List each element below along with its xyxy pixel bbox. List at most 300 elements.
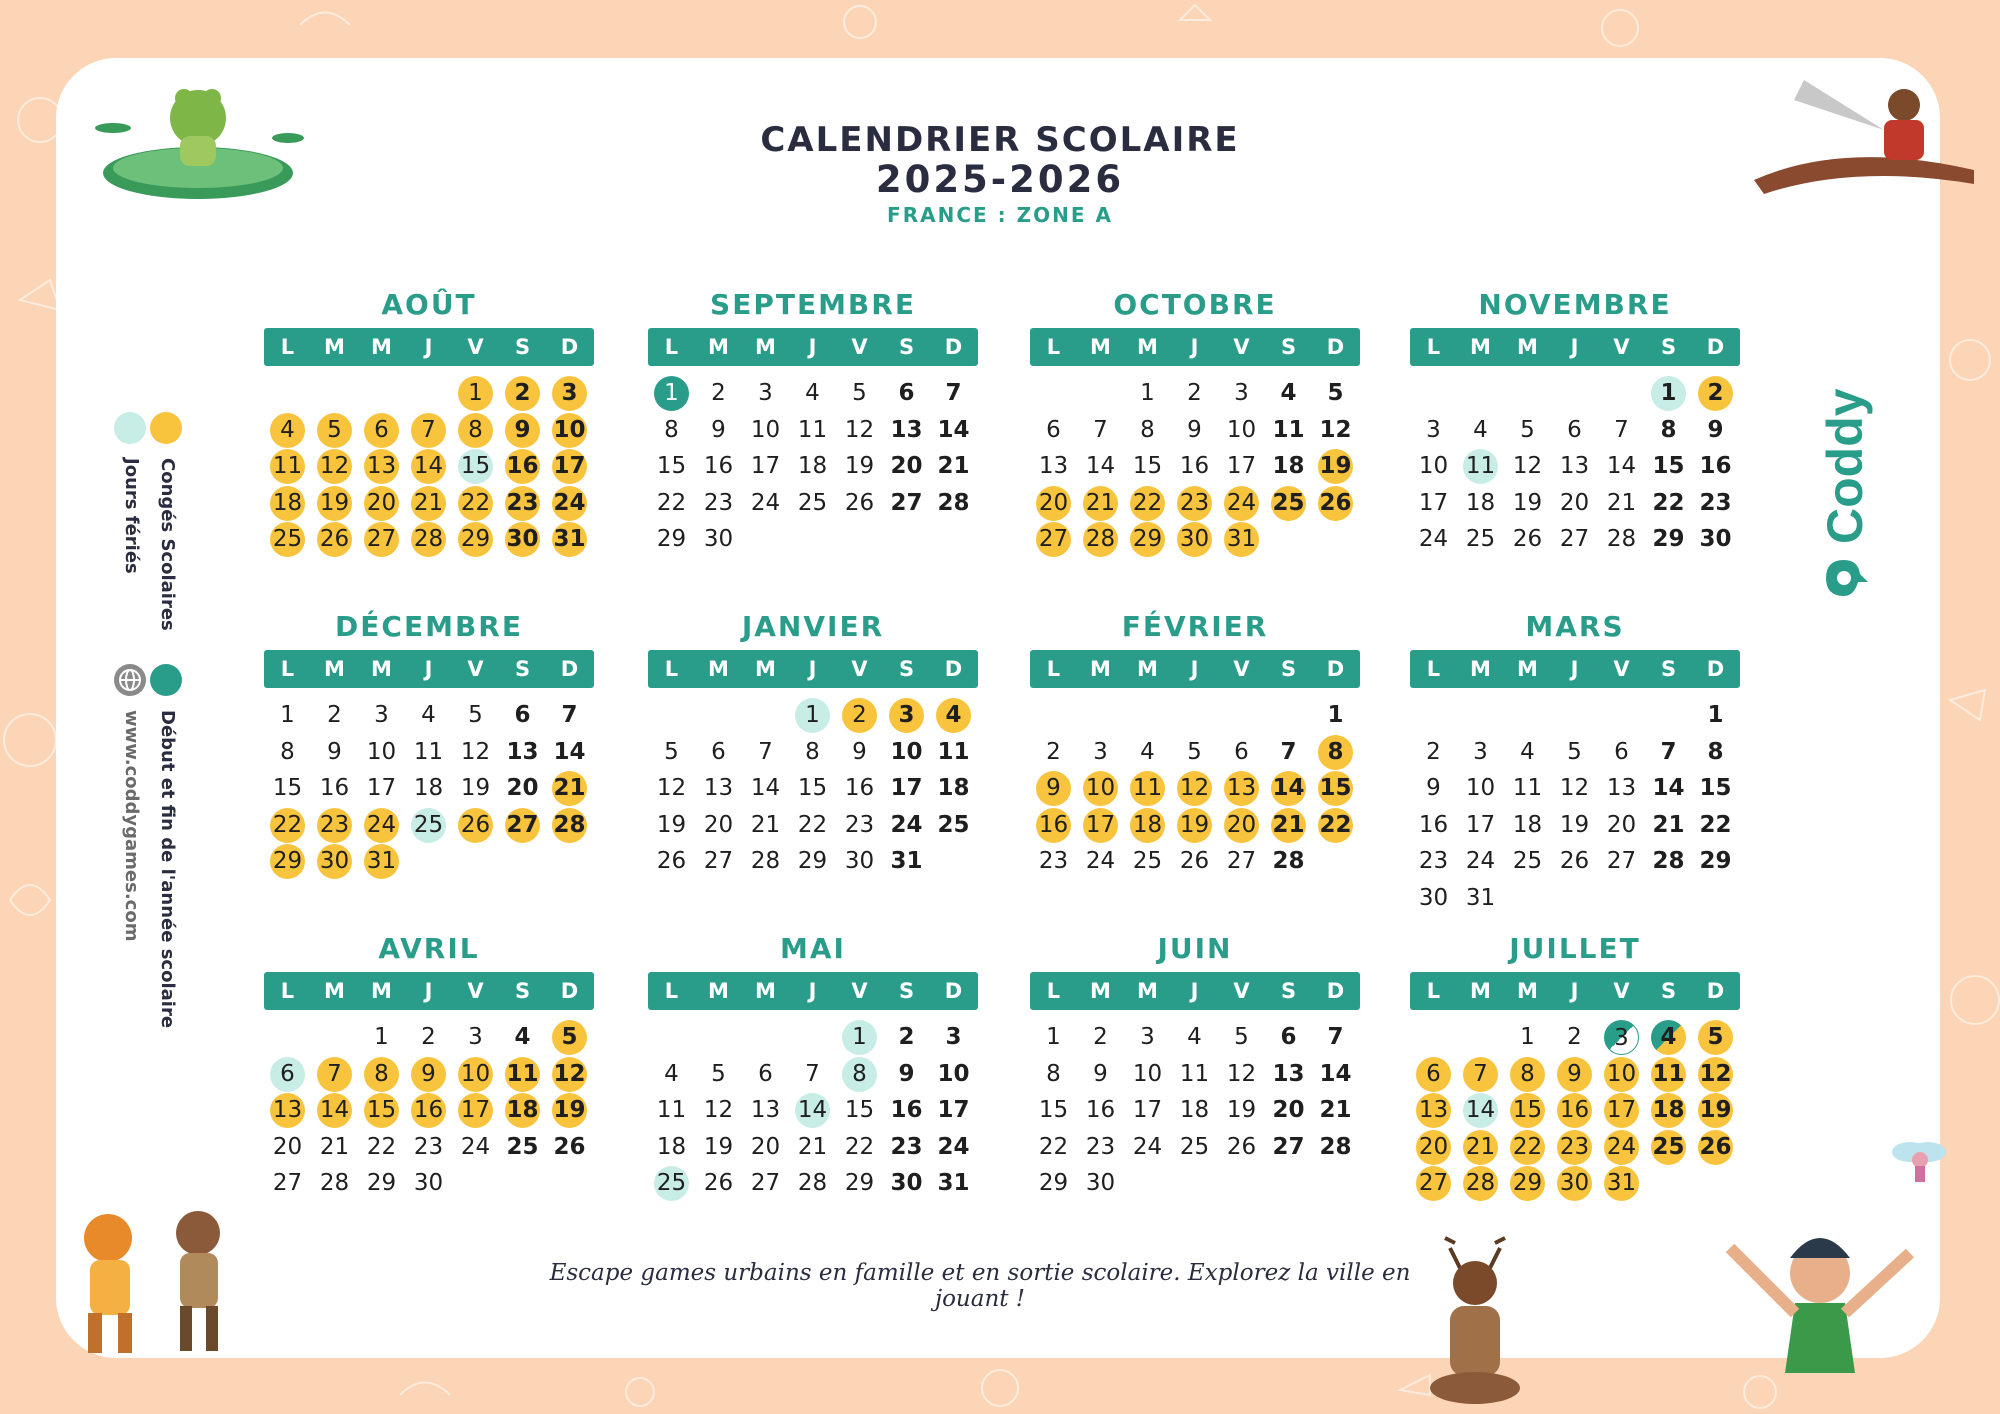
day-cell: 25 [1132,848,1163,874]
day-cell: 19 [460,775,491,801]
weekday-header [1410,972,1740,1010]
weekday-label: D [560,335,579,359]
day-cell: 29 [1510,1166,1545,1201]
weekday-label: L [1046,979,1061,1003]
day-cell: 7 [561,702,578,728]
day-cell: 1 [654,376,689,411]
weekday-label: M [1090,979,1111,1003]
weekday-label: V [467,657,484,681]
day-cell: 24 [460,1133,491,1160]
day-cell: 21 [797,1133,828,1160]
day-cell: 25 [270,522,305,557]
month-name: DÉCEMBRE [335,610,523,643]
day-cell: 29 [270,844,305,879]
day-cell: 10 [750,416,781,443]
day-cell: 7 [805,1060,820,1087]
day-cell: 5 [1567,738,1582,765]
day-cell: 25 [1179,1133,1210,1160]
day-cell: 29 [1699,848,1732,874]
weekday-label: M [324,335,345,359]
day-cell: 16 [319,775,350,801]
day-cell: 8 [1660,416,1677,443]
day-cell: 7 [758,738,773,765]
day-cell: 22 [458,486,493,521]
day-cell: 15 [1652,453,1685,479]
day-cell: 20 [750,1133,781,1160]
day-cell: 26 [703,1170,734,1196]
day-cell: 18 [1512,811,1543,838]
weekday-label: S [514,979,531,1003]
day-cell: 31 [1224,522,1259,557]
day-cell: 3 [552,376,587,411]
day-cell: 20 [364,486,399,521]
day-cell: 10 [1418,453,1449,479]
day-cell: 22 [1652,489,1685,516]
day-cell: 26 [844,489,875,516]
day-cell: 20 [1606,811,1637,838]
day-cell: 29 [797,848,828,874]
weekday-label: D [1326,657,1345,681]
day-cell: 20 [1036,486,1071,521]
day-cell: 29 [1130,522,1165,557]
day-cell: 31 [1465,884,1496,911]
day-cell: 10 [1132,1060,1163,1087]
day-cell: 19 [1559,811,1590,838]
day-cell: 20 [703,811,734,838]
day-cell: 1 [1651,376,1686,411]
day-cell: 15 [656,453,687,479]
day-cell: 11 [1179,1060,1210,1087]
day-cell: 25 [1651,1130,1686,1165]
day-cell: 5 [552,1020,587,1055]
day-cell: 27 [1416,1166,1451,1201]
day-cell: 6 [758,1060,773,1087]
day-cell: 11 [1463,449,1498,484]
day-cell: 28 [1606,526,1637,552]
day-cell: 1 [1327,702,1344,728]
day-cell: 14 [1606,453,1637,479]
day-cell: 16 [890,1097,923,1123]
day-cell: 27 [890,489,923,516]
weekday-header [264,328,594,366]
day-cell: 18 [1465,489,1496,516]
day-cell: 2 [505,376,540,411]
weekday-label: V [1613,979,1630,1003]
weekday-label: S [1280,979,1297,1003]
day-cell: 9 [711,416,726,443]
day-cell: 14 [411,449,446,484]
day-cell: 3 [468,1024,483,1050]
day-cell: 14 [1463,1093,1498,1128]
day-cell: 10 [1465,775,1496,801]
weekday-label: V [1233,657,1250,681]
weekday-label: J [1570,657,1579,681]
day-cell: 26 [458,808,493,843]
day-cell: 28 [552,808,587,843]
day-cell: 15 [272,775,303,801]
day-cell: 24 [364,808,399,843]
day-cell: 27 [364,522,399,557]
weekday-header [1030,328,1360,366]
day-cell: 23 [1557,1130,1592,1165]
weekday-label: J [424,335,433,359]
day-cell: 30 [413,1170,444,1196]
weekday-label: V [467,335,484,359]
day-cell: 5 [664,738,679,765]
day-cell: 13 [1416,1093,1451,1128]
day-cell: 14 [750,775,781,801]
day-cell: 25 [411,808,446,843]
day-cell: 9 [1426,775,1441,801]
day-cell: 15 [458,449,493,484]
day-cell: 21 [552,771,587,806]
weekday-label: M [708,657,729,681]
day-cell: 24 [552,486,587,521]
day-cell: 13 [270,1093,305,1128]
day-cell: 30 [703,526,734,552]
day-cell: 4 [936,698,971,733]
day-cell: 23 [703,489,734,516]
day-cell: 3 [1604,1020,1639,1055]
public-holiday-swatch [114,412,146,444]
day-cell: 8 [364,1057,399,1092]
weekday-label: M [324,979,345,1003]
day-cell: 28 [1272,848,1305,874]
day-cell: 12 [552,1057,587,1092]
weekday-label: D [944,657,963,681]
day-cell: 16 [1699,453,1732,479]
month-name: AVRIL [378,932,480,965]
weekday-header [648,328,978,366]
weekday-label: M [755,335,776,359]
day-cell: 25 [797,489,828,516]
day-cell: 22 [844,1133,875,1160]
day-cell: 9 [327,738,342,765]
day-cell: 23 [505,486,540,521]
day-cell: 27 [1036,522,1071,557]
weekday-label: M [371,657,392,681]
day-cell: 5 [317,413,352,448]
day-cell: 10 [458,1057,493,1092]
weekday-label: J [1190,657,1199,681]
day-cell: 13 [364,449,399,484]
day-cell: 6 [1416,1057,1451,1092]
day-cell: 17 [1132,1097,1163,1123]
day-cell: 22 [270,808,305,843]
weekday-label: M [1517,657,1538,681]
day-cell: 19 [317,486,352,521]
weekday-header [264,972,594,1010]
day-cell: 24 [1418,526,1449,552]
day-cell: 2 [1093,1024,1108,1050]
day-cell: 30 [1699,526,1732,552]
day-cell: 15 [1699,775,1732,801]
day-cell: 12 [1226,1060,1257,1087]
day-cell: 7 [1660,738,1677,765]
day-cell: 12 [317,449,352,484]
weekday-label: M [755,979,776,1003]
weekday-label: S [898,335,915,359]
weekday-label: J [808,335,817,359]
day-cell: 7 [1463,1057,1498,1092]
day-cell: 28 [319,1170,350,1196]
day-cell: 3 [1234,380,1249,406]
weekday-label: S [514,335,531,359]
weekday-label: M [1470,335,1491,359]
weekday-label: M [1517,979,1538,1003]
day-cell: 15 [1132,453,1163,479]
legend-school-holidays: Congés Scolaires [157,458,178,631]
month-name: MARS [1525,610,1625,643]
day-cell: 14 [553,738,586,765]
day-cell: 31 [937,1170,970,1196]
weekday-label: D [1326,979,1345,1003]
day-cell: 15 [1038,1097,1069,1123]
day-cell: 7 [317,1057,352,1092]
day-cell: 19 [703,1133,734,1160]
month-name: JUILLET [1509,932,1641,965]
day-cell: 22 [1510,1130,1545,1165]
day-cell: 31 [364,844,399,879]
day-cell: 4 [805,380,820,406]
day-cell: 19 [1226,1097,1257,1123]
day-cell: 26 [1179,848,1210,874]
month-name: AOÛT [381,288,477,321]
weekday-label: L [1426,657,1441,681]
day-cell: 6 [711,738,726,765]
day-cell: 14 [317,1093,352,1128]
day-cell: 5 [1234,1024,1249,1050]
weekday-label: J [424,979,433,1003]
month-name: JUIN [1157,932,1233,965]
day-cell: 16 [844,775,875,801]
day-cell: 9 [852,738,867,765]
day-cell: 26 [1226,1133,1257,1160]
day-cell: 7 [945,380,962,406]
day-cell: 23 [1418,848,1449,874]
weekday-label: V [851,657,868,681]
day-cell: 21 [1083,486,1118,521]
day-cell: 19 [1698,1093,1733,1128]
day-cell: 19 [656,811,687,838]
day-cell: 8 [1046,1060,1061,1087]
day-cell: 16 [1418,811,1449,838]
day-cell: 18 [1651,1093,1686,1128]
day-cell: 31 [552,522,587,557]
day-cell: 21 [1319,1097,1352,1123]
day-cell: 12 [1559,775,1590,801]
day-cell: 14 [1271,771,1306,806]
day-cell: 20 [1224,808,1259,843]
day-cell: 23 [317,808,352,843]
day-cell: 29 [844,1170,875,1196]
weekday-label: L [664,979,679,1003]
day-cell: 20 [272,1133,303,1160]
day-cell: 4 [421,702,436,728]
day-cell: 2 [421,1024,436,1050]
day-cell: 8 [664,416,679,443]
weekday-header [648,650,978,688]
brand-name: Coddy [1817,388,1873,544]
day-cell: 6 [270,1057,305,1092]
weekday-label: M [1470,979,1491,1003]
day-cell: 30 [317,844,352,879]
day-cell: 4 [1520,738,1535,765]
day-cell: 17 [1083,808,1118,843]
day-cell: 12 [1512,453,1543,479]
day-cell: 13 [1559,453,1590,479]
day-cell: 19 [1512,489,1543,516]
month-name: NOVEMBRE [1478,288,1672,321]
day-cell: 11 [270,449,305,484]
day-cell: 28 [1652,848,1685,874]
day-cell: 20 [890,453,923,479]
day-cell: 18 [1179,1097,1210,1123]
day-cell: 10 [366,738,397,765]
day-cell: 29 [1652,526,1685,552]
day-cell: 4 [664,1060,679,1087]
day-cell: 10 [1226,416,1257,443]
day-cell: 10 [1083,771,1118,806]
weekday-label: L [1046,335,1061,359]
day-cell: 22 [797,811,828,838]
day-cell: 16 [703,453,734,479]
day-cell: 23 [844,811,875,838]
weekday-label: L [664,335,679,359]
zone-label: FRANCE : ZONE A [887,203,1113,227]
day-cell: 17 [366,775,397,801]
day-cell: 9 [1187,416,1202,443]
weekday-label: V [1233,979,1250,1003]
day-cell: 13 [1272,1060,1305,1087]
day-cell: 13 [506,738,539,765]
day-cell: 23 [1038,848,1069,874]
day-cell: 27 [703,848,734,874]
day-cell: 16 [1179,453,1210,479]
day-cell: 4 [270,413,305,448]
day-cell: 25 [654,1166,689,1201]
day-cell: 2 [327,702,342,728]
fairy-mascot-icon [1880,1130,1960,1190]
weekday-label: V [851,335,868,359]
day-cell: 25 [937,811,970,838]
weekday-label: L [280,335,295,359]
weekday-label: M [708,979,729,1003]
winged-kid-mascot-icon [1734,60,1984,210]
day-cell: 11 [1272,416,1305,443]
day-cell: 11 [1651,1057,1686,1092]
day-cell: 8 [1140,416,1155,443]
day-cell: 21 [1606,489,1637,516]
day-cell: 23 [413,1133,444,1160]
weekday-label: M [1517,335,1538,359]
day-cell: 12 [1698,1057,1733,1092]
day-cell: 14 [795,1093,830,1128]
day-cell: 11 [1512,775,1543,801]
day-cell: 29 [366,1170,397,1196]
weekday-label: L [1046,657,1061,681]
day-cell: 12 [1319,416,1352,443]
day-cell: 30 [844,848,875,874]
day-cell: 17 [458,1093,493,1128]
leaf-boy-mascot-icon [1710,1228,1930,1414]
day-cell: 6 [1234,738,1249,765]
weekday-header [1030,972,1360,1010]
day-cell: 27 [750,1170,781,1196]
day-cell: 24 [1604,1130,1639,1165]
day-cell: 5 [852,380,867,406]
weekday-label: M [324,657,345,681]
day-cell: 19 [1177,808,1212,843]
weekday-label: M [1137,335,1158,359]
day-cell: 22 [1038,1133,1069,1160]
day-cell: 3 [1473,738,1488,765]
weekday-label: V [1613,335,1630,359]
day-cell: 30 [1177,522,1212,557]
day-cell: 8 [1318,735,1353,770]
weekday-header [1410,650,1740,688]
day-cell: 28 [411,522,446,557]
day-cell: 12 [460,738,491,765]
day-cell: 26 [1698,1130,1733,1165]
day-cell: 8 [805,738,820,765]
day-cell: 17 [750,453,781,479]
day-cell: 18 [1130,808,1165,843]
day-cell: 1 [1046,1024,1061,1050]
day-cell: 4 [1187,1024,1202,1050]
day-cell: 11 [656,1097,687,1123]
day-cell: 3 [1426,416,1441,443]
day-cell: 28 [750,848,781,874]
weekday-label: D [1326,335,1345,359]
day-cell: 23 [890,1133,923,1160]
day-cell: 10 [552,413,587,448]
day-cell: 2 [842,698,877,733]
day-cell: 6 [1046,416,1061,443]
day-cell: 20 [1272,1097,1305,1123]
tagline: Escape games urbains en famille et en sortie scolaire. Explorez la ville en jouant ! [549,1260,1411,1312]
day-cell: 6 [514,702,531,728]
day-cell: 9 [1707,416,1724,443]
day-cell: 9 [1093,1060,1108,1087]
fox-kids-mascot-icon [48,1198,258,1368]
day-cell: 1 [458,376,493,411]
weekday-label: S [1660,335,1677,359]
day-cell: 1 [374,1024,389,1050]
weekday-label: D [560,657,579,681]
day-cell: 30 [1085,1170,1116,1196]
day-cell: 14 [1652,775,1685,801]
day-cell: 13 [750,1097,781,1123]
day-cell: 7 [1327,1024,1344,1050]
day-cell: 9 [505,413,540,448]
website-link[interactable]: www.coddygames.com [121,710,142,942]
weekday-label: M [371,979,392,1003]
weekday-label: L [664,657,679,681]
day-cell: 19 [552,1093,587,1128]
weekday-label: J [808,657,817,681]
day-cell: 1 [1520,1024,1535,1050]
day-cell: 1 [1707,702,1724,728]
day-cell: 9 [1036,771,1071,806]
day-cell: 22 [656,489,687,516]
day-cell: 15 [844,1097,875,1123]
day-cell: 14 [1319,1060,1352,1087]
day-cell: 24 [937,1133,970,1160]
day-cell: 9 [898,1060,915,1087]
start-end-swatch [150,664,182,696]
day-cell: 11 [413,738,444,765]
